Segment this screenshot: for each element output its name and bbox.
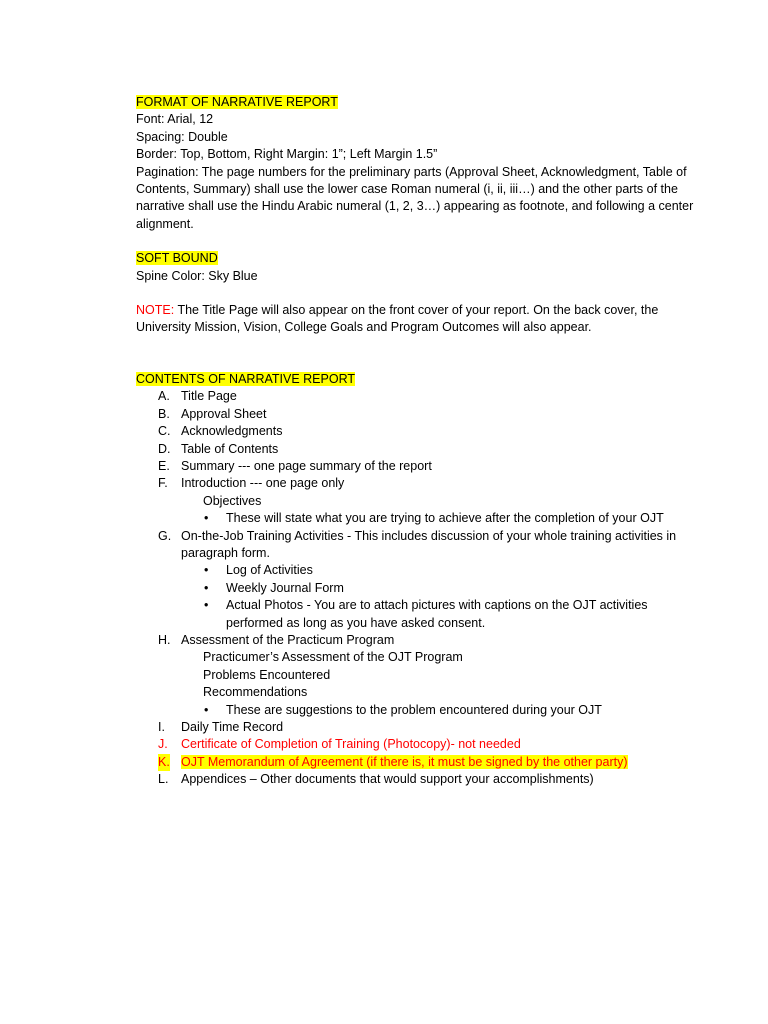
list-item-i: I. Daily Time Record: [158, 720, 284, 734]
format-pagination: Pagination: The page numbers for the preliminary parts (Approval Sheet, Acknowledgment, Table of Contents, Summary) shall use the lower case Roman numeral (i, ii, iii…) and the other parts of the narrative shall use the Hindu Arabic numeral (1, 2, 3…) appearing as footnote, and following a center alignment.: [136, 164, 694, 231]
contents-list: [136, 528, 696, 563]
contents-list: [136, 719, 696, 789]
list-item-j: J. Certificate of Completion of Training (Photocopy)- not needed: [158, 737, 521, 752]
list-item-g: G. On-the-Job Training Activities - This includes discussion of your whole training activities in paragraph form.: [158, 528, 677, 560]
format-font: Font: Arial, 12: [136, 112, 214, 127]
soft-bound-heading: SOFT BOUND: [136, 251, 218, 266]
bullet-item: • These will state what you are trying to achieve after the completion of your OJT: [136, 510, 696, 527]
list-item-f: F. Introduction --- one page only: [158, 476, 345, 491]
sub-item-objectives: Objectives: [203, 493, 262, 508]
format-spacing: Spacing: Double: [136, 129, 228, 144]
list-item-l: L. Appendices – Other documents that would support your accomplishments): [158, 772, 594, 787]
bullet-item: • These are suggestions to the problem encountered during your OJT: [136, 702, 696, 719]
bullet-item: • Weekly Journal Form: [136, 580, 696, 597]
list-item-k: K. OJT Memorandum of Agreement (if there is, it must be signed by the other party): [136, 754, 696, 771]
contents-list: [136, 632, 696, 649]
spacer: [136, 285, 696, 302]
format-heading: FORMAT OF NARRATIVE REPORT: [136, 95, 338, 109]
list-item-a: A. Title Page: [158, 389, 237, 404]
note-label: NOTE:: [136, 303, 175, 318]
note-paragraph: [136, 302, 696, 337]
bullet-icon: •: [204, 598, 209, 613]
list-item-c: C. Acknowledgments: [158, 424, 283, 439]
sub-item: Problems Encountered: [203, 667, 331, 682]
spine-color: Spine Color: Sky Blue: [136, 268, 258, 283]
bullet-icon: •: [204, 563, 209, 578]
spacer: [136, 233, 696, 250]
sub-item: Practicumer’s Assessment of the OJT Program: [203, 650, 463, 665]
contents-heading: CONTENTS OF NARRATIVE REPORT: [136, 371, 356, 386]
list-item-e: E. Summary --- one page summary of the report: [158, 458, 432, 473]
bullet-icon: •: [204, 580, 209, 595]
sub-item: Recommendations: [203, 685, 308, 700]
list-item-d: D. Table of Contents: [158, 441, 279, 456]
list-item-h: H. Assessment of the Practicum Program: [158, 632, 395, 647]
format-border: Border: Top, Bottom, Right Margin: 1”; Left Margin 1.5”: [136, 147, 438, 162]
list-item-b: B. Approval Sheet: [158, 406, 267, 421]
document-body: [136, 94, 696, 789]
bullet-item: • Actual Photos - You are to attach pictures with captions on the OJT activities performed as long as you have asked consent.: [204, 598, 648, 630]
contents-list: [136, 388, 696, 492]
bullet-item: • Log of Activities: [136, 562, 696, 579]
bullet-icon: •: [204, 511, 209, 526]
spacer: [136, 337, 696, 371]
bullet-icon: •: [204, 702, 209, 717]
note-text: The Title Page will also appear on the front cover of your report. On the back cover, the University Mission, Vision, College Goals and Program Outcomes will also appear.: [136, 303, 659, 335]
